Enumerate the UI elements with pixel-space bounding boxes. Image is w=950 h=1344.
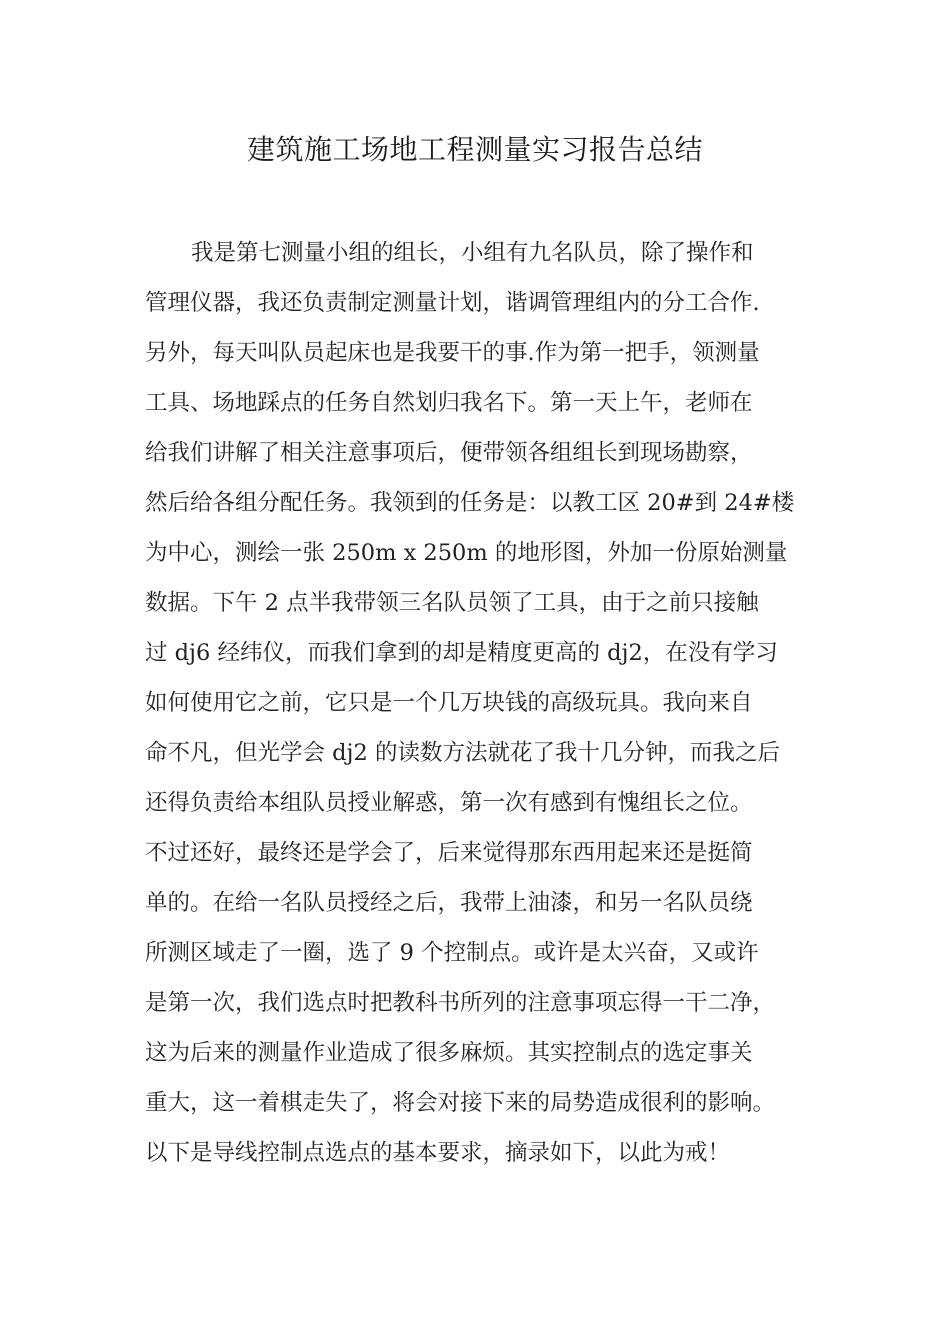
paragraph-line: 然后给各组分配任务。我领到的任务是：以教工区 20#到 24#楼 — [145, 490, 795, 516]
paragraph-line: 以下是导线控制点选点的基本要求，摘录如下，以此为戒！ — [145, 1140, 731, 1166]
paragraph-line: 数据。下午 2 点半我带领三名队员领了工具，由于之前只接触 — [145, 590, 759, 616]
paragraph-line: 过 dj6 经纬仪，而我们拿到的却是精度更高的 dj2，在没有学习 — [145, 640, 778, 666]
paragraph-line: 不过还好，最终还是学会了，后来觉得那东西用起来还是挺简 — [145, 840, 753, 866]
body-paragraph — [145, 228, 815, 1178]
document-title: 建筑施工场地工程测量实习报告总结 — [246, 133, 703, 166]
paragraph-line: 所测区域走了一圈，选了 9 个控制点。或许是太兴奋，又或许 — [145, 940, 759, 966]
paragraph-line: 重大，这一着棋走失了，将会对接下来的局势造成很利的影响。 — [145, 1090, 776, 1116]
paragraph-line: 管理仪器，我还负责制定测量计划，谐调管理组内的分工合作. — [145, 290, 760, 316]
paragraph-line: 命不凡，但光学会 dj2 的读数方法就花了我十几分钟，而我之后 — [145, 740, 780, 766]
paragraph-line: 单的。在给一名队员授经之后，我带上油漆，和另一名队员绕 — [145, 890, 753, 916]
paragraph-line: 给我们讲解了相关注意事项后，便带领各组组长到现场勘察， — [145, 440, 753, 466]
paragraph-line: 如何使用它之前，它只是一个几万块钱的高级玩具。我向来自 — [145, 690, 753, 716]
paragraph-line: 另外，每天叫队员起床也是我要干的事.作为第一把手，领测量 — [145, 340, 760, 366]
paragraph-line: 为中心，测绘一张 250m x 250m 的地形图，外加一份原始测量 — [145, 540, 788, 566]
paragraph-line: 是第一次，我们选点时把教科书所列的注意事项忘得一干二净， — [145, 990, 776, 1016]
paragraph-line: 还得负责给本组队员授业解惑，第一次有感到有愧组长之位。 — [145, 790, 753, 816]
paragraph-line: 这为后来的测量作业造成了很多麻烦。其实控制点的选定事关 — [145, 1040, 753, 1066]
paragraph-line: 工具、场地踩点的任务自然划归我名下。第一天上午，老师在 — [145, 390, 753, 416]
paragraph-line: 我是第七测量小组的组长，小组有九名队员，除了操作和 — [191, 240, 754, 266]
